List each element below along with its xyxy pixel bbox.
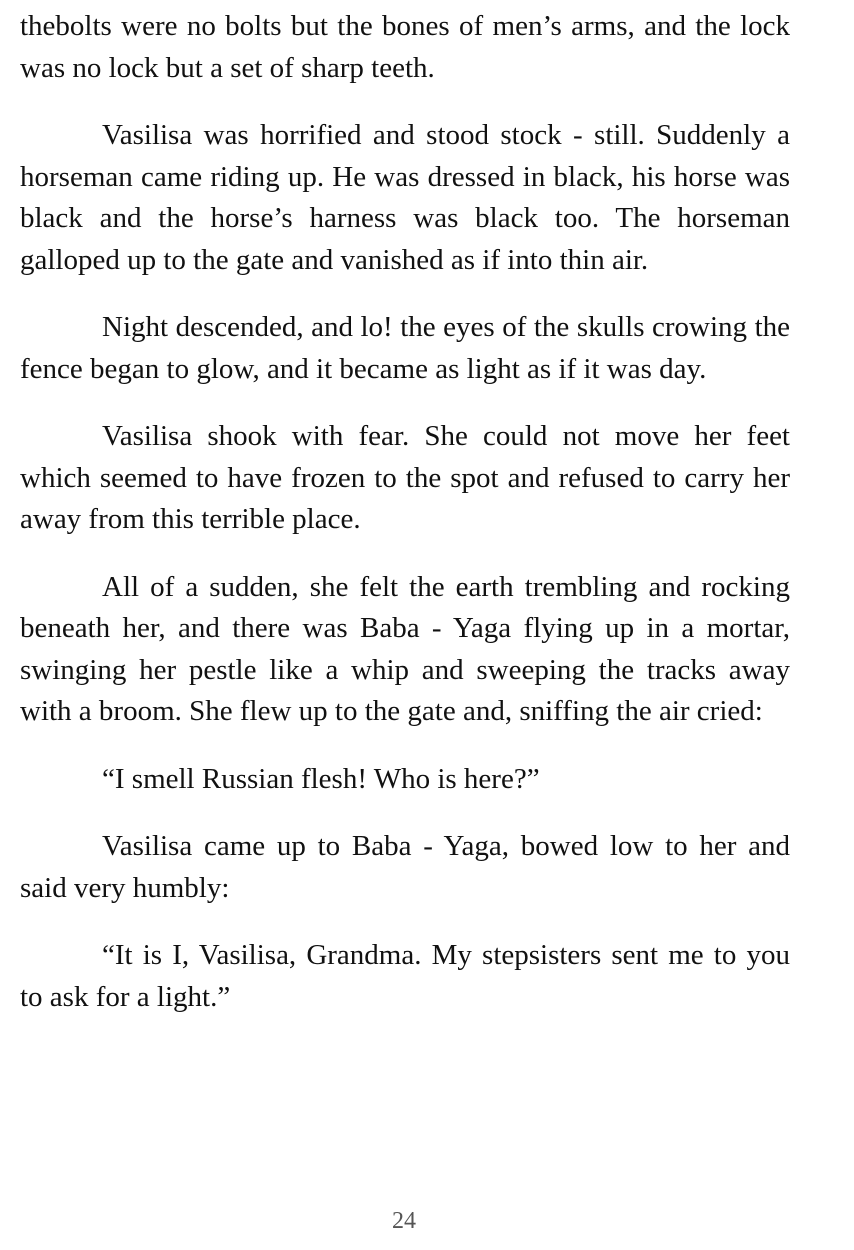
paragraph-7: Vasilisa came up to Baba - Yaga, bowed low to her and said very humbly: bbox=[20, 830, 790, 904]
paragraph-1: thebolts were no bolts but the bones of men’s arms, and the lock was no lock but a set of sharp teeth. bbox=[20, 10, 790, 84]
paragraph-3: Night descended, and lo! the eyes of the skulls crowing the fence began to glow, and it became as light as if it was day. bbox=[20, 311, 790, 385]
paragraph-2: Vasilisa was horrified and stood stock - still. Suddenly a horseman came riding up. He was dressed in black, his horse was black and the horse’s harness was black too. The horseman galloped up to the gate and vanished as if into thin air. bbox=[20, 119, 790, 276]
page-body bbox=[20, 6, 790, 1044]
paragraph-6: “I smell Russian flesh! Who is here?” bbox=[102, 762, 540, 795]
paragraph-4: Vasilisa shook with fear. She could not move her feet which seemed to have frozen to the spot and refused to carry her away from this terrible place. bbox=[20, 420, 790, 535]
paragraph-5: All of a sudden, she felt the earth trembling and rocking beneath her, and there was Baba - Yaga flying up in a mortar, swinging her pestle like a whip and sweeping the tracks away with a broom. She flew up to the gate and, sniffing the air cried: bbox=[20, 570, 790, 727]
page-number: 24 bbox=[392, 1208, 416, 1234]
paragraph-8: “It is I, Vasilisa, Grandma. My stepsisters sent me to you to ask for a light.” bbox=[20, 939, 790, 1013]
